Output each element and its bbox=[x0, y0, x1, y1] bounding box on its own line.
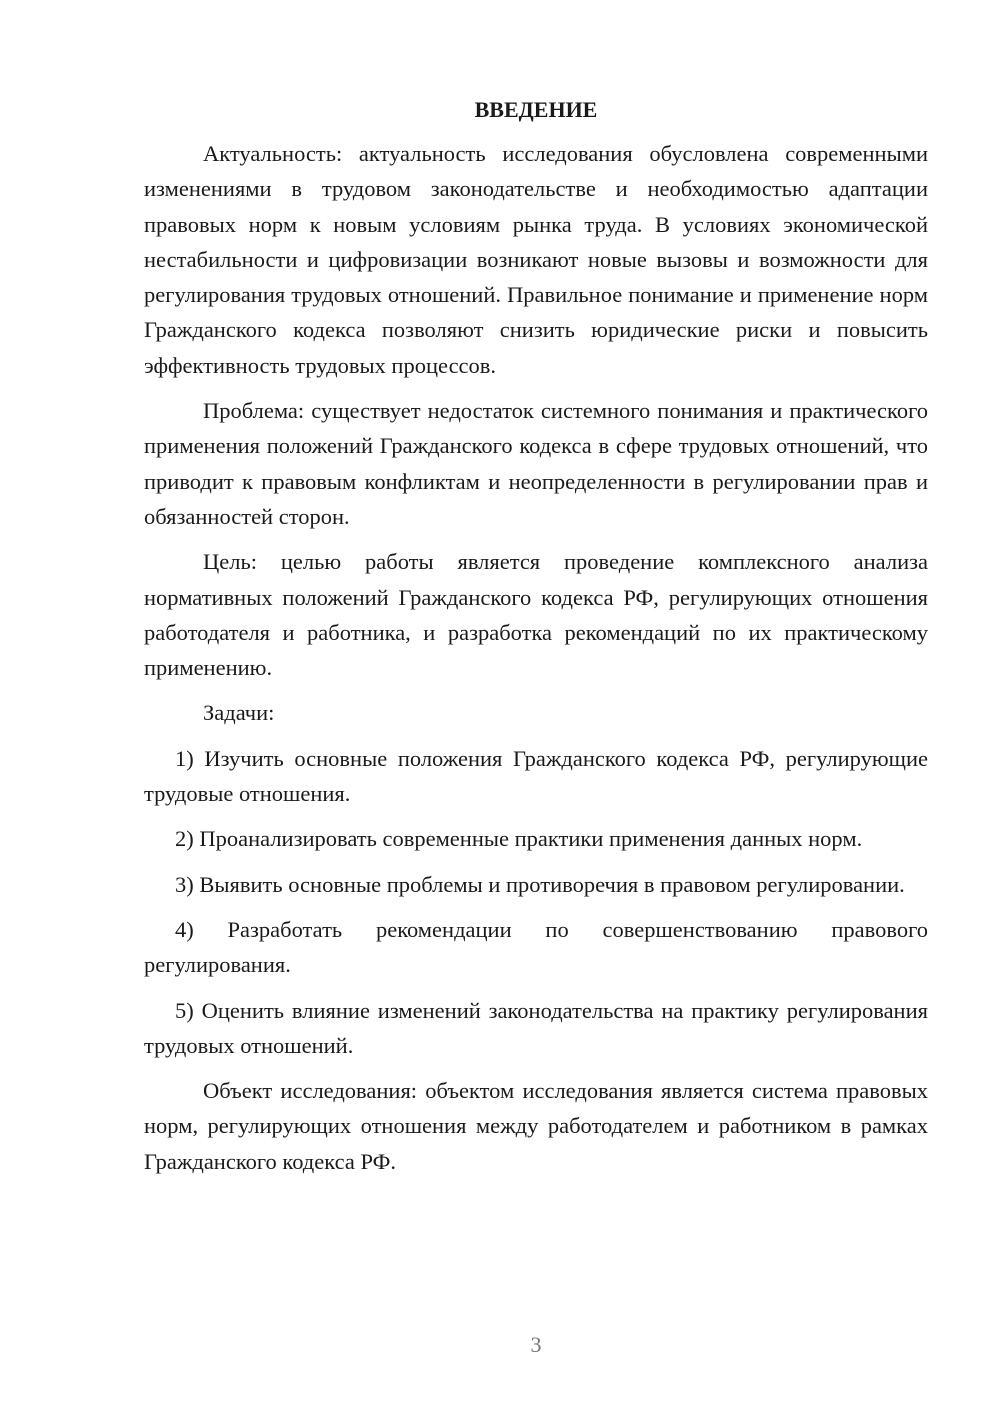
relevance-paragraph: Актуальность: актуальность исследования обусловлена современными изменениями в трудовом законодательстве и необходимостью адаптации правовых норм к новым условиям рынка труда. В условиях экономической нестабильности и цифровизации возникают новые вызовы и возможности для регулирования трудовых отношений. Правильное понимание и применение норм Гражданского кодекса позволяют снизить юридические риски и повысить эффективность трудовых процессов. bbox=[144, 141, 928, 378]
tasks-heading: Задачи: bbox=[203, 700, 275, 726]
task-item: 1) Изучить основные положения Гражданского кодекса РФ, регулирующие трудовые отношения. bbox=[144, 745, 928, 807]
problem-paragraph: Проблема: существует недостаток системного понимания и практического применения положений Гражданского кодекса в сфере трудовых отношений, что приводит к правовым конфликтам и неопределенности в регулировании прав и обязанностей сторон. bbox=[144, 398, 928, 529]
page-title: ВВЕДЕНИЕ bbox=[474, 97, 598, 122]
task-item: 2) Проанализировать современные практики применения данных норм. bbox=[175, 826, 863, 852]
document-page bbox=[144, 94, 928, 1189]
object-paragraph: Объект исследования: объектом исследования является система правовых норм, регулирующих отношения между работодателем и работником в рамках Гражданского кодекса РФ. bbox=[144, 1078, 928, 1174]
task-item: 4) Разработать рекомендации по совершенствованию правового регулирования. bbox=[144, 916, 928, 978]
task-item: 5) Оценить влияние изменений законодательства на практику регулирования трудовых отношений. bbox=[144, 997, 928, 1058]
task-item: 3) Выявить основные проблемы и противоречия в правовом регулировании. bbox=[175, 871, 905, 897]
page-number: 3 bbox=[530, 1332, 542, 1357]
goal-paragraph: Цель: целью работы является проведение комплексного анализа нормативных положений Гражданского кодекса РФ, регулирующих отношения работодателя и работника, и разработка рекомендаций по их практическому применению. bbox=[144, 549, 928, 681]
